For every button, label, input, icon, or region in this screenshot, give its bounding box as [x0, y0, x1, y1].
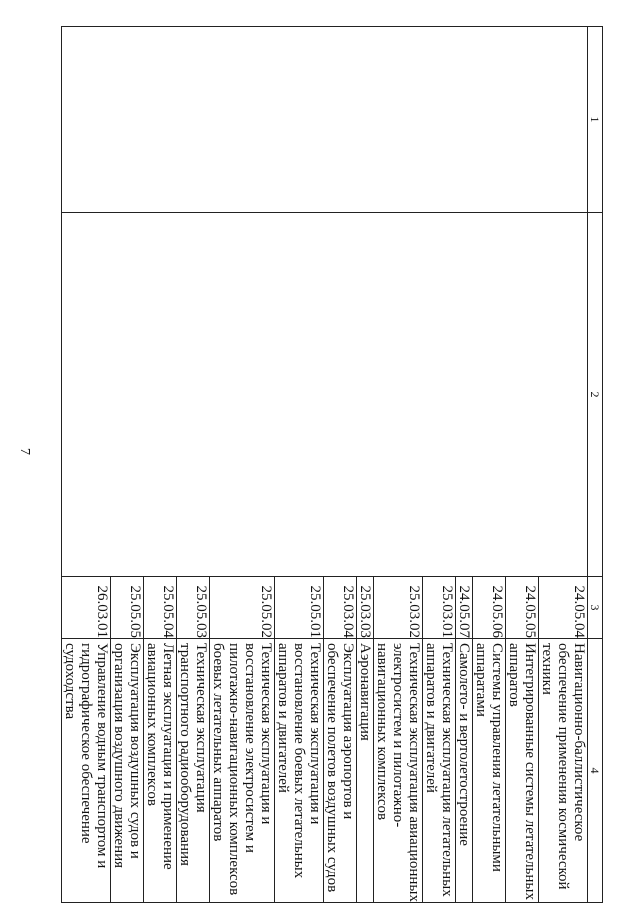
- row-name: Навигационно-баллистическое обеспечение применения космической техники: [539, 639, 588, 903]
- row-code: 25.03.01: [423, 577, 456, 639]
- header-col-3: 3: [588, 577, 603, 639]
- row-code: 25.05.04: [144, 577, 177, 639]
- specialties-table: [61, 26, 603, 903]
- row-name: Самолето- и вертолетостроение: [456, 639, 473, 903]
- row-code: 25.03.02: [374, 577, 423, 639]
- col-1-cell: [62, 27, 588, 213]
- page-number: 7: [17, 448, 32, 455]
- row-code: 26.03.01: [62, 577, 111, 639]
- row-name: Техническая эксплуатация и восстановление боевых летательных аппаратов и двигателей: [275, 639, 324, 903]
- row-name: Управление водным транспортом и гидрографическое обеспечение судоходства: [62, 639, 111, 903]
- header-col-2: 2: [588, 213, 603, 577]
- row-code: 25.05.01: [275, 577, 324, 639]
- row-code: 25.03.04: [324, 577, 357, 639]
- row-code: 25.05.02: [210, 577, 275, 639]
- row-code: 24.05.05: [506, 577, 539, 639]
- row-name: Техническая эксплуатация летательных аппаратов и двигателей: [423, 639, 456, 903]
- header-col-4: 4: [588, 639, 603, 903]
- row-name: Эксплуатация воздушных судов и организация воздушного движения: [111, 639, 144, 903]
- col-2-cell: [62, 213, 588, 577]
- table-row: [539, 27, 588, 903]
- row-code: 25.03.03: [357, 577, 374, 639]
- row-name: Техническая эксплуатация и восстановление электросистем и пилотажно-навигационных комплексов боевых летательных аппаратов: [210, 639, 275, 903]
- header-row: [588, 27, 603, 903]
- row-name: Летная эксплуатация и применение авиационных комплексов: [144, 639, 177, 903]
- row-name: Системы управления летательными аппаратами: [473, 639, 506, 903]
- row-code: 24.05.04: [539, 577, 588, 639]
- row-name: Техническая эксплуатация транспортного радиооборудования: [177, 639, 210, 903]
- row-code: 25.05.03: [177, 577, 210, 639]
- row-code: 24.05.07: [456, 577, 473, 639]
- rotated-table-container: [63, 26, 603, 902]
- row-name: Интегрированные системы летательных аппаратов: [506, 639, 539, 903]
- row-name: Аэронавигация: [357, 639, 374, 903]
- row-code: 25.05.05: [111, 577, 144, 639]
- row-code: 24.05.06: [473, 577, 506, 639]
- header-col-1: 1: [588, 27, 603, 213]
- row-name: Техническая эксплуатация авиационных электросистем и пилотажно-навигационных комплексов: [374, 639, 423, 903]
- row-name: Эксплуатация аэропортов и обеспечение полетов воздушных судов: [324, 639, 357, 903]
